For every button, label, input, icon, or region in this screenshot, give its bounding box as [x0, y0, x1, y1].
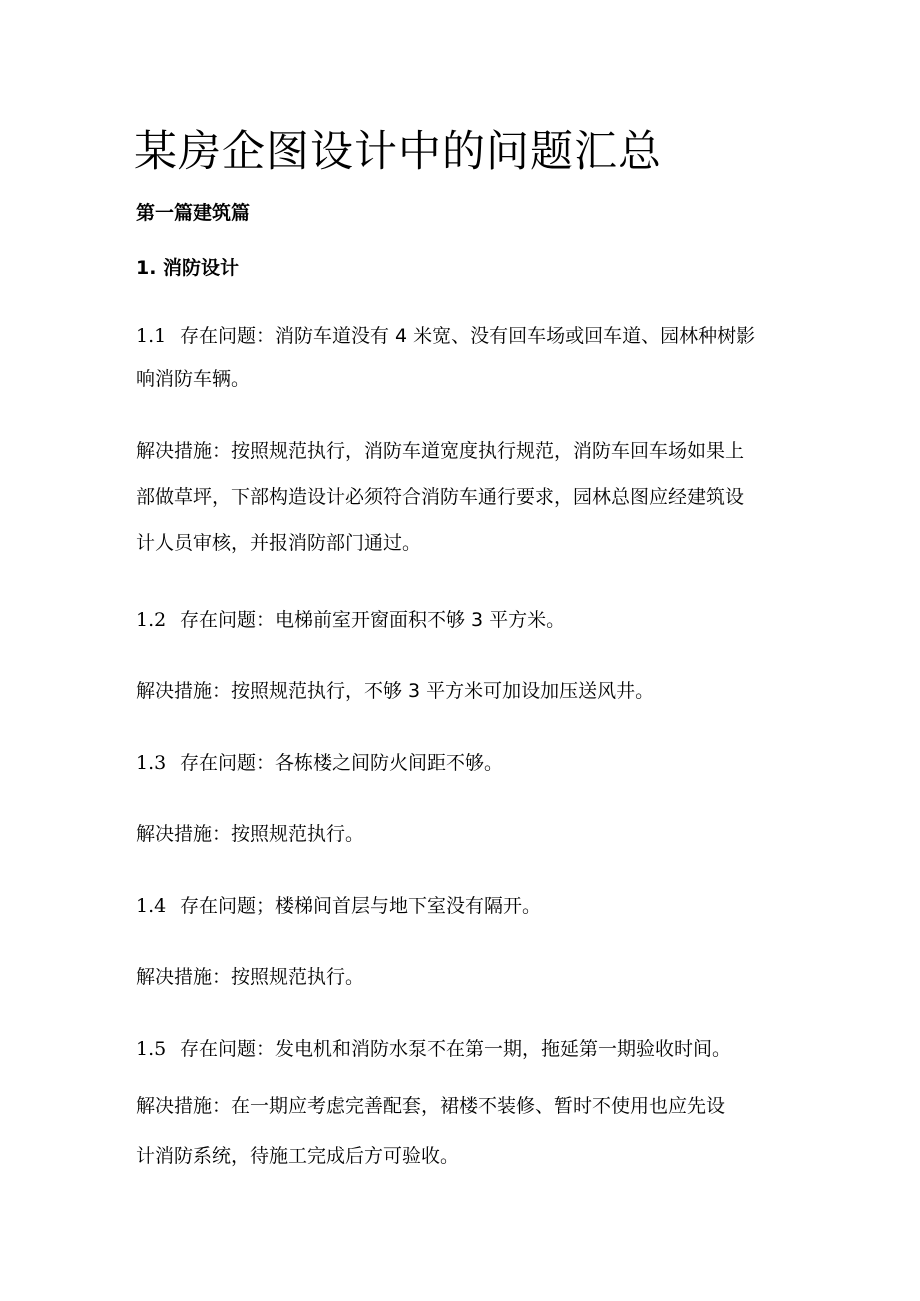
problem-text-line: 响消防车辆。 — [136, 368, 251, 390]
item-number: 1.5 — [136, 1038, 167, 1060]
item-number: 1.1 — [136, 325, 167, 347]
problem-text-line: 存在问题；楼梯间首层与地下室没有隔开。 — [180, 895, 542, 917]
part-heading: 第一篇建筑篇 — [136, 202, 251, 224]
solution-text-line: 部做草坪，下部构造设计必须符合消防车通行要求，园林总图应经建筑设 — [136, 486, 745, 508]
document-title: 某房企图设计中的问题汇总 — [134, 127, 662, 177]
item-number: 1.4 — [136, 895, 167, 917]
item-number: 1.2 — [136, 609, 167, 631]
solution-text-line: 解决措施：在一期应考虑完善配套，裙楼不装修、暂时不使用也应先设 — [136, 1095, 726, 1117]
item-1-3-solution — [136, 813, 796, 856]
item-1-2-solution — [136, 670, 796, 713]
problem-text-line: 存在问题：各栋楼之间防火间距不够。 — [180, 752, 504, 774]
solution-text-line: 计人员审核，并报消防部门通过。 — [136, 532, 422, 554]
item-1-5-problem — [136, 1028, 796, 1071]
item-1-1-solution — [136, 430, 796, 565]
solution-text-line: 解决措施：按照规范执行，不够 3 平方米可加设加压送风井。 — [136, 680, 655, 702]
solution-text-line: 解决措施：按照规范执行。 — [136, 966, 365, 988]
problem-text-line: 存在问题：消防车道没有 4 米宽、没有回车场或回车道、园林种树影 — [180, 325, 756, 347]
item-number: 1.3 — [136, 752, 167, 774]
item-1-2-problem — [136, 599, 796, 642]
solution-text-line: 解决措施：按照规范执行。 — [136, 823, 365, 845]
solution-text-line: 计消防系统，待施工完成后方可验收。 — [136, 1145, 460, 1167]
problem-text-line: 存在问题：电梯前室开窗面积不够 3 平方米。 — [180, 609, 566, 631]
item-1-4-problem — [136, 885, 796, 928]
solution-text-line: 解决措施：按照规范执行，消防车道宽度执行规范，消防车回车场如果上 — [136, 440, 745, 462]
item-1-1-problem — [136, 315, 796, 401]
item-1-3-problem — [136, 742, 796, 785]
item-1-4-solution — [136, 956, 796, 999]
item-1-5-solution — [136, 1085, 796, 1178]
section-heading: 1. 消防设计 — [136, 257, 240, 279]
problem-text-line: 存在问题：发电机和消防水泵不在第一期，拖延第一期验收时间。 — [180, 1038, 732, 1060]
